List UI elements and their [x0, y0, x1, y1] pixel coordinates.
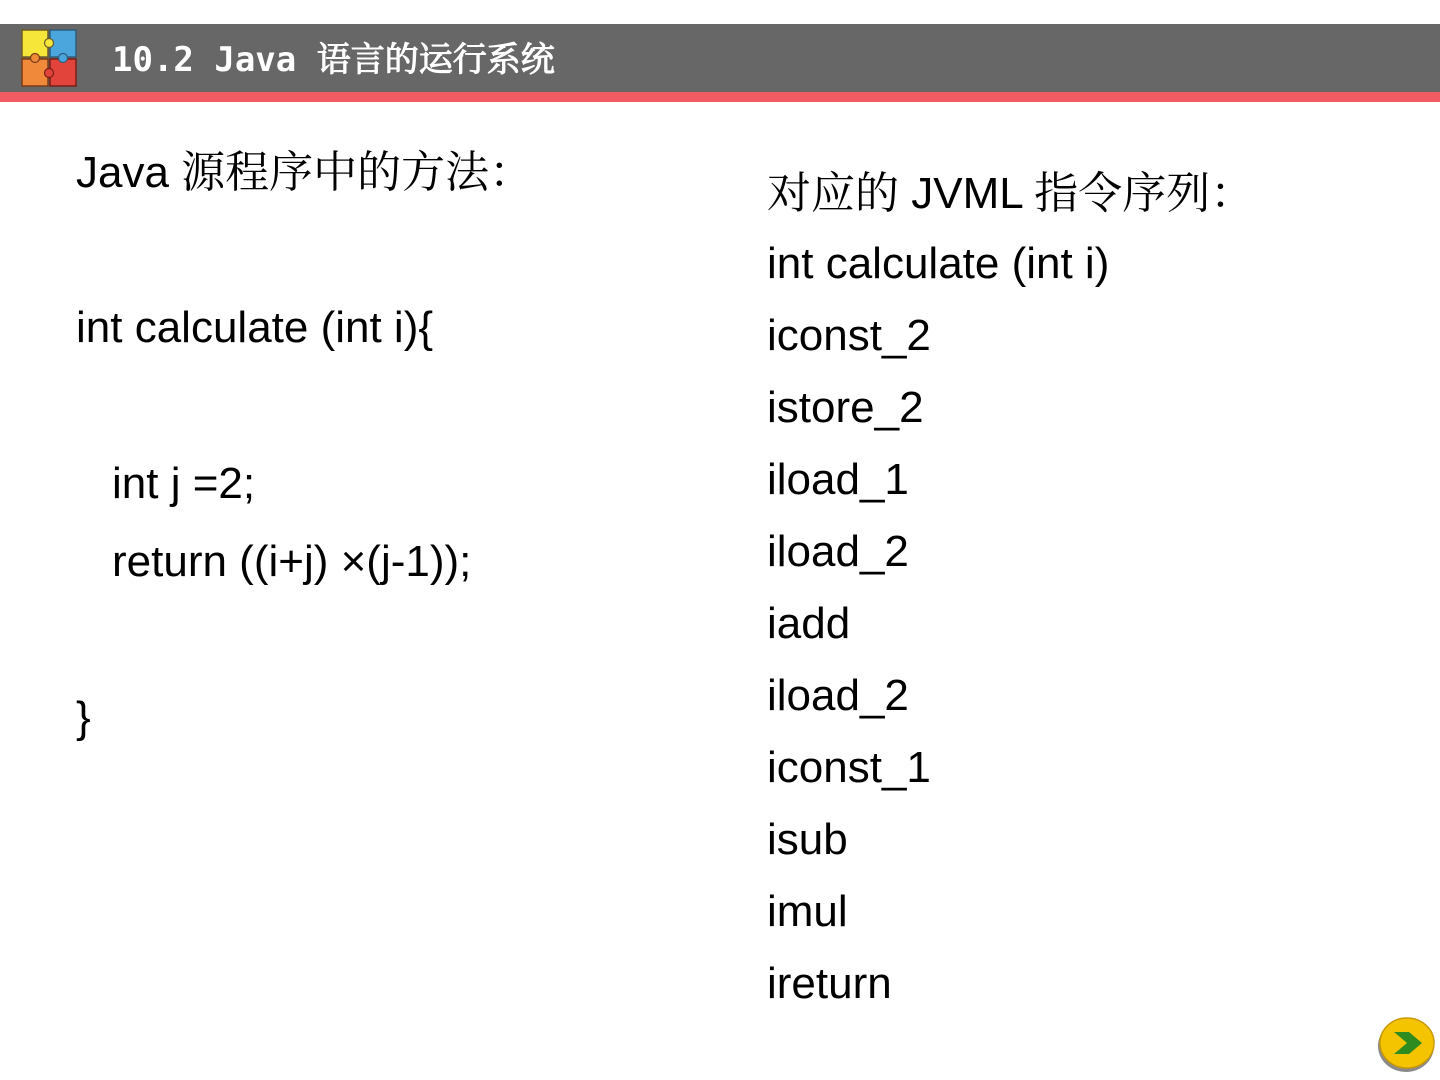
jvml-instruction: ireturn	[767, 959, 892, 1008]
code-line-close-brace: }	[76, 693, 91, 742]
jvml-instruction: iload_1	[767, 455, 909, 504]
jvml-instruction: istore_2	[767, 383, 924, 432]
code-line-return: return ((i+j) ×(j-1));	[112, 537, 472, 586]
java-source-heading: Java 源程序中的方法：	[76, 148, 534, 197]
jvml-instruction: iload_2	[767, 527, 909, 576]
slide-title: 10.2 Java 语言的运行系统	[112, 40, 555, 80]
jvml-instruction: iadd	[767, 599, 851, 648]
code-line-signature: int calculate (int i){	[76, 303, 434, 352]
jvml-instruction: int calculate (int i)	[767, 239, 1110, 288]
header-divider	[0, 92, 1440, 102]
jvml-instruction: iconst_2	[767, 311, 931, 360]
jvml-heading: 对应的 JVML 指令序列：	[767, 169, 1255, 218]
next-slide-button[interactable]	[1376, 1016, 1436, 1074]
jvml-instruction: isub	[767, 815, 848, 864]
code-line-assignment: int j =2;	[112, 459, 256, 508]
jvml-panel	[767, 160, 1407, 1020]
puzzle-logo-icon	[20, 28, 78, 88]
jvml-instruction: imul	[767, 887, 848, 936]
jvml-instruction: iconst_1	[767, 743, 931, 792]
jvml-instruction: iload_2	[767, 671, 909, 720]
next-arrow-icon	[1376, 1016, 1436, 1074]
